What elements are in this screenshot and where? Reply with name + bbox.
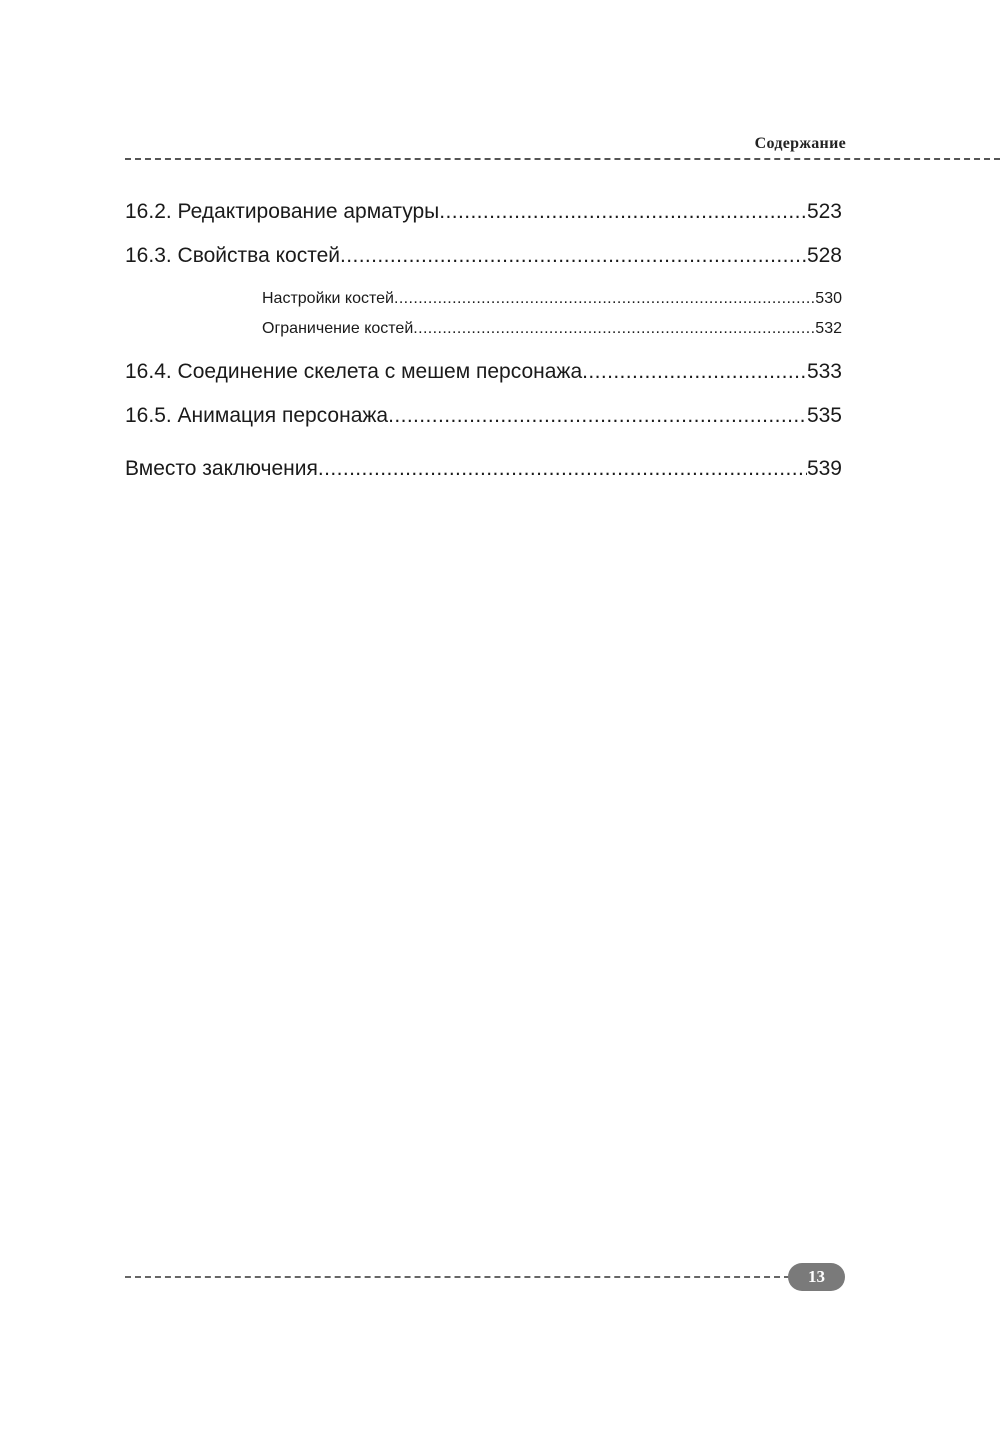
toc-entry-page: 523	[806, 200, 842, 223]
toc-entry-page: 539	[806, 457, 842, 480]
toc-dot-leader	[439, 200, 807, 224]
toc-entry-title: Ограничение костей	[262, 320, 414, 337]
toc-dot-leader	[394, 290, 815, 308]
toc-entry-title: 16.4. Соединение скелета с мешем персонажа	[125, 360, 583, 383]
header-divider	[125, 158, 1000, 160]
toc-entry[interactable]	[125, 360, 842, 384]
toc-dot-leader	[413, 320, 815, 338]
toc-entry-title: 16.5. Анимация персонажа	[125, 404, 389, 427]
toc-entry-title: Вместо заключения	[125, 457, 318, 480]
toc-entry-page: 530	[815, 290, 842, 307]
toc-entry-page: 533	[806, 360, 842, 383]
page-number-badge: 13	[788, 1263, 845, 1291]
toc-dot-leader	[582, 360, 807, 384]
toc-entry-page: 535	[806, 404, 842, 427]
toc-entry-title: 16.2. Редактирование арматуры	[125, 200, 440, 223]
toc-entry[interactable]	[125, 457, 842, 481]
toc-entry[interactable]	[125, 244, 842, 268]
toc-dot-leader	[318, 457, 807, 481]
toc-subentry[interactable]	[125, 320, 842, 338]
toc-entry-title: 16.3. Свойства костей	[125, 244, 340, 267]
toc-entry-page: 528	[806, 244, 842, 267]
running-header-title: Содержание	[754, 135, 846, 152]
toc-entry[interactable]	[125, 200, 842, 224]
toc-entry[interactable]	[125, 404, 842, 428]
footer-divider	[125, 1276, 790, 1278]
toc-entry-title: Настройки костей	[262, 290, 394, 307]
toc-dot-leader	[388, 404, 807, 428]
toc-dot-leader	[340, 244, 807, 268]
toc-entry-page: 532	[815, 320, 842, 337]
toc-subentry[interactable]	[125, 290, 842, 308]
